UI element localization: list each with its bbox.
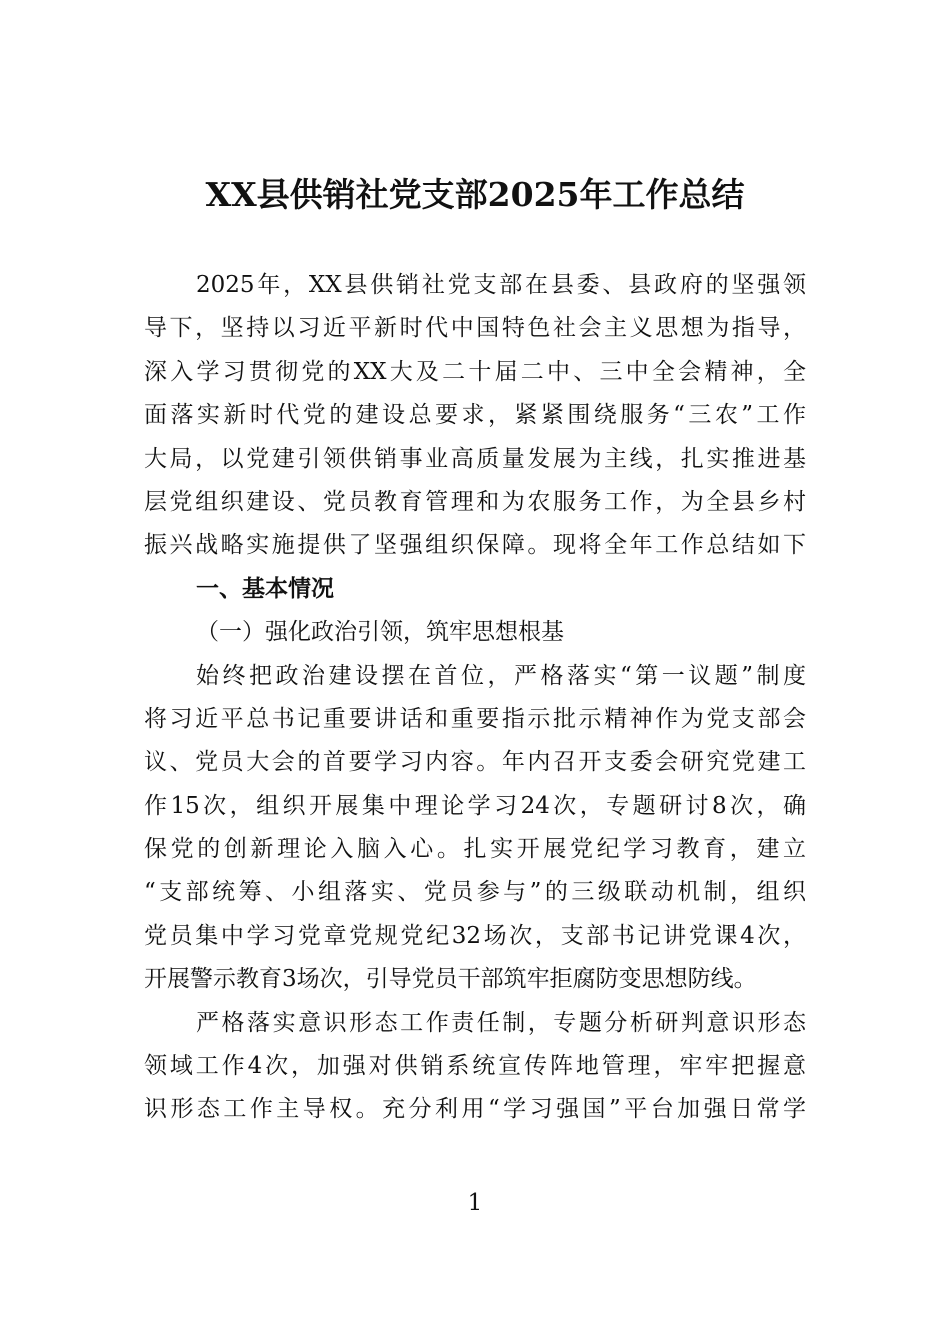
paragraph-line: 党员集中学习党章党规党纪32场次，支部书记讲党课4次，: [144, 922, 806, 949]
paragraph-line: 议、党员大会的首要学习内容。年内召开支委会研究党建工: [144, 749, 806, 776]
section-heading: 一、基本情况: [196, 575, 334, 602]
paragraph-line: 层党组织建设、党员教育管理和为农服务工作，为全县乡村: [144, 488, 806, 515]
paragraph-line: 振兴战略实施提供了坚强组织保障。现将全年工作总结如下: [144, 532, 806, 559]
page-number: 1: [467, 1190, 483, 1216]
paragraph-line: 识形态工作主导权。充分利用“学习强国”平台加强日常学: [144, 1096, 806, 1123]
paragraph-line: 严格落实意识形态工作责任制，专题分析研判意识形态: [196, 1009, 806, 1036]
paragraph-line: 领域工作4次，加强对供销系统宣传阵地管理，牢牢把握意: [144, 1053, 806, 1080]
paragraph-line: 作15次，组织开展集中理论学习24次，专题研讨8次，确: [144, 792, 806, 819]
paragraph-line: 保党的创新理论入脑入心。扎实开展党纪学习教育，建立: [144, 836, 806, 863]
paragraph-line: 导下，坚持以习近平新时代中国特色社会主义思想为指导，: [144, 315, 806, 342]
paragraph-line: 2025年，XX县供销社党支部在县委、县政府的坚强领: [196, 272, 806, 298]
paragraph-line: 面落实新时代党的建设总要求，紧紧围绕服务“三农”工作: [144, 402, 806, 429]
paragraph-line: 将习近平总书记重要讲话和重要指示批示精神作为党支部会: [144, 705, 806, 732]
paragraph-line: 开展警示教育3场次，引导党员干部筑牢拒腐防变思想防线。: [144, 966, 757, 993]
paragraph-line: 大局，以党建引领供销事业高质量发展为主线，扎实推进基: [144, 445, 806, 472]
paragraph-line: 始终把政治建设摆在首位，严格落实“第一议题”制度: [196, 662, 806, 689]
document-title: XX县供销社党支部2025年工作总结: [205, 175, 745, 214]
paragraph-line: “支部统筹、小组落实、党员参与”的三级联动机制，组织: [144, 879, 806, 906]
document-body: [144, 264, 806, 1132]
paragraph-line: 深入学习贯彻党的XX大及二十届二中、三中全会精神，全: [144, 358, 806, 385]
subsection-heading: （一）强化政治引领，筑牢思想根基: [196, 619, 564, 646]
